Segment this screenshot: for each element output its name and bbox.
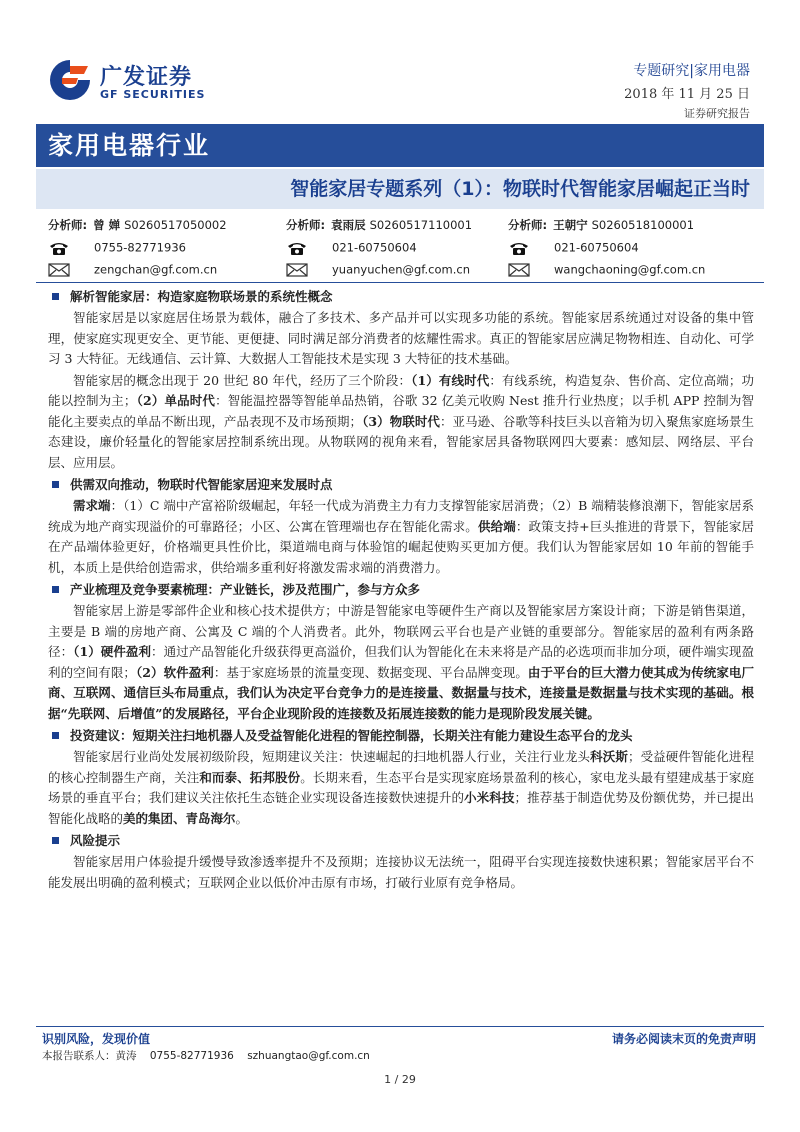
gf-logo — [48, 58, 218, 108]
section-title: 风险提示 — [48, 830, 754, 852]
analyst-id: S0260517110001 — [369, 218, 473, 232]
paragraph: 智能家居上游是零部件企业和核心技术提供方；中游是智能家电等硬件生产商以及智能家居方案设计商；下游是销售渠道，主要是 B 端的房地产商、公寓及 C 端的个人消费者。此外，物联网云平台也是产业链的重要部分。智能家居的盈利有两条路径：（1）硬件盈利：通过产品智能化升级获得更高溢价，但我们认为智能化在未来将是产品的必选项而非加分项，硬件端实现盈利的空间有限；（2）软件盈利：基于家庭场景的流量变现、数据变现、平台品牌变现。由于平台的巨大潜力使其成为传统家电厂商、互联网、通信巨头布局重点，我们认为决定平台竞争力的是连接量、数据量与技术，连接量是数据量与技术实现的基础。根据“先联网、后增值”的发展路径，平台企业现阶段的连接数及拓展连接数的能力是现阶段发展关键。 — [48, 603, 754, 721]
analyst-label: 分析师: — [286, 218, 326, 232]
footer-slogan: 识别风险，发现价值 — [42, 1032, 151, 1046]
footer-contact — [42, 1048, 370, 1063]
report-body — [48, 286, 754, 894]
section-title: 供需双向推动，物联时代智能家居迎来发展时点 — [48, 474, 754, 496]
analyst-id: S0260518100001 — [591, 218, 695, 232]
gf-logo-icon — [48, 58, 92, 102]
contact-email[interactable]: szhuangtao@gf.com.cn — [247, 1050, 370, 1062]
analyst-block — [48, 214, 764, 278]
analyst-email[interactable]: zengchan@gf.com.cn — [94, 262, 218, 277]
page-number: 1 / 29 — [384, 1073, 416, 1086]
phone-icon — [48, 240, 70, 256]
analyst-2 — [286, 214, 526, 280]
analyst-email[interactable]: yuanyuchen@gf.com.cn — [332, 262, 470, 277]
analyst-divider — [36, 282, 764, 283]
analyst-phone: 0755-82771936 — [94, 240, 186, 255]
phone-icon — [286, 240, 308, 256]
contact-phone: 0755-82771936 — [149, 1050, 234, 1062]
contact-label: 本报告联系人： — [42, 1050, 116, 1062]
report-date: 2018 年 11 月 25 日 — [624, 87, 750, 102]
section-title: 投资建议：短期关注扫地机器人及受益智能化进程的智能控制器，长期关注有能力建设生态平台的龙头 — [48, 725, 754, 747]
email-icon — [508, 262, 530, 278]
analyst-3 — [508, 214, 748, 280]
logo-en-text: GF SECURITIES — [100, 88, 206, 101]
report-type: 专题研究|家用电器 — [633, 63, 750, 79]
analyst-label: 分析师: — [508, 218, 548, 232]
industry-band: 家用电器行业 — [36, 124, 764, 167]
contact-name: 黄涛 — [115, 1050, 137, 1062]
email-icon — [286, 262, 308, 278]
analyst-name: 曾 婵 — [93, 218, 121, 232]
header-meta — [624, 60, 750, 121]
analyst-phone: 021-60750604 — [554, 240, 639, 255]
analyst-label: 分析师: — [48, 218, 88, 232]
analyst-1 — [48, 214, 288, 280]
phone-icon — [508, 240, 530, 256]
report-kind: 证券研究报告 — [684, 107, 750, 120]
logo-cn-text: 广发证券 — [100, 65, 193, 90]
email-icon — [48, 262, 70, 278]
footer-divider — [36, 1026, 764, 1027]
analyst-id: S0260517050002 — [124, 218, 227, 232]
footer-disclaimer-link[interactable]: 请务必阅读末页的免责声明 — [611, 1032, 756, 1046]
section-title: 产业梳理及竞争要素梳理：产业链长，涉及范围广，参与方众多 — [48, 579, 754, 601]
paragraph: 需求端：（1）C 端中产富裕阶级崛起，年轻一代成为消费主力有力支撑智能家居消费；（2）B 端精装修浪潮下，智能家居系统成为地产商实现溢价的可靠路径；小区、公寓在管理端也存在智能化需求。供给端：政策支持+巨头推进的背景下，智能家居在产品端体验更好，价格端更具性价比，渠道端电商与体验馆的崛起使购买更加方便。我们认为智能家居如 10 年前的智能手机，本质上是供给创造需求，供给端多重利好将激发需求端的消费潜力。 — [48, 498, 754, 575]
analyst-phone: 021-60750604 — [332, 240, 417, 255]
paragraph: 智能家居行业尚处发展初级阶段，短期建议关注：快速崛起的扫地机器人行业，关注行业龙头科沃斯；受益硬件智能化进程的核心控制器生产商，关注和而泰、拓邦股份。长期来看，生态平台是实现家庭场景盈利的核心，家电龙头最有望建成基于家庭场景的垂直平台；我们建议关注依托生态链企业实现设备连接数快速提升的小米科技；推荐基于制造优势及份额优势，并已提出智能化战略的美的集团、青岛海尔。 — [48, 749, 754, 826]
paragraph: 智能家居用户体验提升缓慢导致渗透率提升不及预期；连接协议无法统一，阻碍平台实现连接数快速积累；智能家居平台不能发展出明确的盈利模式；互联网企业以低价冲击原有市场，打破行业原有竞争格局。 — [48, 854, 754, 890]
analyst-name: 袁雨辰 — [331, 218, 366, 232]
section-title: 解析智能家居：构造家庭物联场景的系统性概念 — [48, 286, 754, 308]
analyst-name: 王朝宁 — [553, 218, 588, 232]
paragraph: 智能家居是以家庭居住场景为载体，融合了多技术、多产品并可以实现多功能的系统。智能家居系统通过对设备的集中管理，使家庭实现更安全、更节能、更便捷、同时满足部分消费者的炫耀性需求。真正的智能家居应满足物物相连、自动化、可学习 3 大特征。无线通信、云计算、大数据人工智能技术是实现 3 大特征的技术基础。 — [48, 310, 754, 366]
paragraph: 智能家居的概念出现于 20 世纪 80 年代，经历了三个阶段：（1）有线时代：有线系统，构造复杂、售价高、定位高端；功能以控制为主；（2）单品时代：智能温控器等智能单品热销，谷歌 32 亿美元收购 Nest 推升行业热度；以手机 APP 控制为智能化主要卖点的单品不断出现，产品表现不及市场预期；（3）物联时代：亚马逊、谷歌等科技巨头以音箱为切入聚焦家庭场景生态建设，廉价轻量化的智能家居控制系统出现。从物联网的视角来看，智能家居具备物联网四大要素：感知层、网络层、平台层、应用层。 — [48, 372, 754, 470]
report-title: 智能家居专题系列（1）：物联时代智能家居崛起正当时 — [290, 178, 750, 200]
title-bar — [36, 169, 764, 209]
analyst-email[interactable]: wangchaoning@gf.com.cn — [554, 262, 706, 277]
